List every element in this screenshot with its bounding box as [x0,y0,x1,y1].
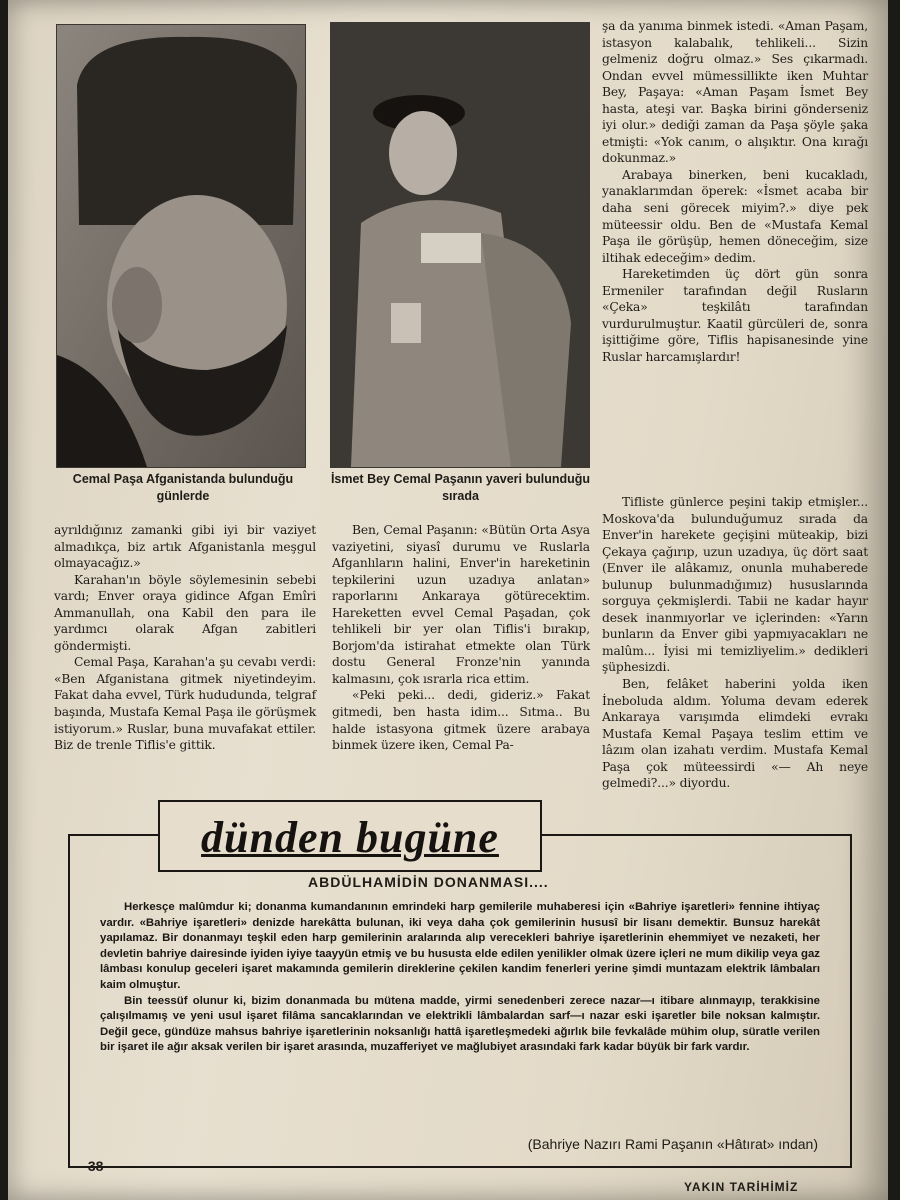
journal-name: YAKIN TARİHİMİZ [684,1180,799,1194]
right-column-top [602,18,868,365]
paragraph: şa da yanıma binmek istedi. «Aman Paşam, istasyon kalabalık, tehlikeli... Sizin gelmeniz doğru olmaz.» Ses çıkarmadı. Ondan evvel mümessillikte iken Muhtar Bey, Paşaya: «Aman Paşam İsmet Bey hasta, ateşi var. Başka birini gönderseniz iyi olur.» dediği zaman da Paşa şöyle şaka etmişti: «Yok canım, o alışıktır. Ona kırağı dokunmaz.» [602,19,868,166]
paragraph: Cemal Paşa, Karahan'a şu cevabı verdi: «Ben Afganistana gitmek niyetindeyim. Fakat daha evvel, Türk hududunda, telgraf başında, Mustafa Kemal Paşa ile görüşmek istiyorum.» Ruslar, buna muvafakat ettiler. Biz de trenle Tiflis'e gittik. [54,655,316,753]
paragraph: Herkesçe malûmdur ki; donanma kumandanının emrindeki harp gemilerile muhaberesi için «Bahriye işaretleri» fennine ihtiyaç vardır. «Bahriye işaretleri» denizde harekâtta bulunan, iki veya daha çok gemilerinin hususî bir lisanı demektir. Bunsuz harekât yapılamaz. Bir donanmayı teşkil eden harp gemilerinin aralarında alıp verecekleri bahriye işaretlerinin ehemmiyet ve nezaketi, her devletin bahriye dairesinde iyiden iyiye taayyün etmiş ve bu hususta elde edilen yenilikler olmak üzere içleri ne mum dikilip veya gaz lâmbası konulup geceleri işaret makamında gemilerin direklerine çekilen kandim fenerleri yerine şimdi muntazam elektrik lâmbaları kaim olmuştur. [100,901,820,991]
paragraph: Arabaya binerken, beni kucakladı, yanaklarımdan öperek: «İsmet acaba bir daha seni görecek miyim?.» diye pek müteessir oldu. Ben de «Mustafa Kemal Paşa ile görüşüp, hemen döneceğim, size iltihak edeceğim» dedim. [602,167,868,265]
middle-column-bottom [332,522,590,754]
paragraph: Tifliste günlerce peşini takip etmişler... Moskova'da bulunduğumuz sırada da Enver'in harekete geçişini müteakip, bizi Çekaya çağırıp, uzun uzadıya, üç dört saat (Enver ile alâkamız, onunla muhaberede bulunup bulunmadığımız) hususlarında sorguya çekmişlerdi. Tabii ne kadar hayır desek inanmıyorlar ve içlerinden: «Yarın bunların da Enver gibi yapmıyacakları ne malûm... İyisi mi temizliyelim.» dedikleri şüphesizdi. [602,495,868,675]
right-column-bottom [602,494,868,792]
paragraph: «Peki peki... dedi, gideriz.» Fakat gitmedi, ben hasta idim... Sıtma.. Bu halde istasyona gitmek üzere arabaya binmek üzere iken, Cemal Pa- [332,688,590,753]
paragraph: Hareketimden üç dört gün sonra Ermeniler tarafından değil Rusların «Çeka» teşkilâtı tarafından vurdurulmuştur. Kaatil gürcüleri de, sonra işittiğime göre, Tiflis hapisanesinde yine Ruslar harcamışlardır! [602,267,868,364]
page-number: — 38 — [70,1158,122,1174]
officer-illustration [331,23,589,467]
magazine-page [8,0,888,1200]
section-logo-text: dünden bugüne [201,813,499,862]
box-source: (Bahriye Nazırı Rami Paşanın «Hâtırat» ından) [527,1136,818,1152]
paragraph: Bin teessüf olunur ki, bizim donanmada bu mütena madde, yirmi senedenberi zerece nazar—ı itibare alınmayıp, terakkisine çalışılmamış ve yeni usul işaret filâma sancaklarından ve elektrikli lâmbalardan sarf—ı nazar eski işaretler bile noksan kalmıştır. Değil gece, gündüze mahsus bahriye işaretlerinin noksanlığı hattâ işaretleşmedeki ağırlık bile fevkalâde mühim olup, süratle verilen bir işaret ile ağır aksak verilen bir işaret arasında, muzafferiyet ve mağlubiyet arasındaki fark kadar büyük bir fark vardır. [100,994,820,1054]
box-title: ABDÜLHAMİDİN DONANMASI.... [308,874,549,890]
ismet-bey-photo [330,22,590,468]
cemal-pasa-photo [56,24,306,468]
paragraph: Ben, Cemal Paşanın: «Bütün Orta Asya vaziyetini, siyasî durumu ve Ruslarla Afganlıların halini, Enver'in hareketinin tepkilerini uzun uzadıya anlatan» raporlarını Ankaraya götürecektim. Hareketten evvel Cemal Paşadan, çok tehlikeli bir yer olan Tiflis'i bırakıp, Borjom'da istirahat etmekte olan Türk dostu General Fronze'nin yanında kalmasını, çok ısrarla rica ettim. [332,523,590,686]
paragraph: Karahan'ın böyle söylemesinin sebebi vardı; Enver oraya gidince Afgan Emîri Ammanullah, ona Kabil den para ile yardımcı olarak Afgan zabitleri göndermişti. [54,572,316,653]
right-photo-caption: İsmet Bey Cemal Paşanın yaveri bulunduğu sırada [330,472,591,503]
box-body [100,900,820,1056]
portrait-illustration [57,25,305,467]
left-photo-caption: Cemal Paşa Afganistanda bulunduğu günlerde [72,472,294,503]
paragraph: ayrıldığınız zamanki gibi iyi bir vaziyet almadıkça, biz artık Afganistanla meşgul olmayacağız.» [54,523,316,571]
paragraph: Ben, felâket haberini yolda iken İneboluda aldım. Yoluma devam ederek Ankaraya varışımda elimdeki evrakı Mustafa Kemal Paşaya teslim ettim ve lâzım olan izahatı verdim. Mustafa Kemal Paşa çok müteessirdi «— Ah neye gelmedi?...» diyordu. [602,677,868,791]
left-column-bottom [54,522,316,754]
section-logo [158,800,542,872]
